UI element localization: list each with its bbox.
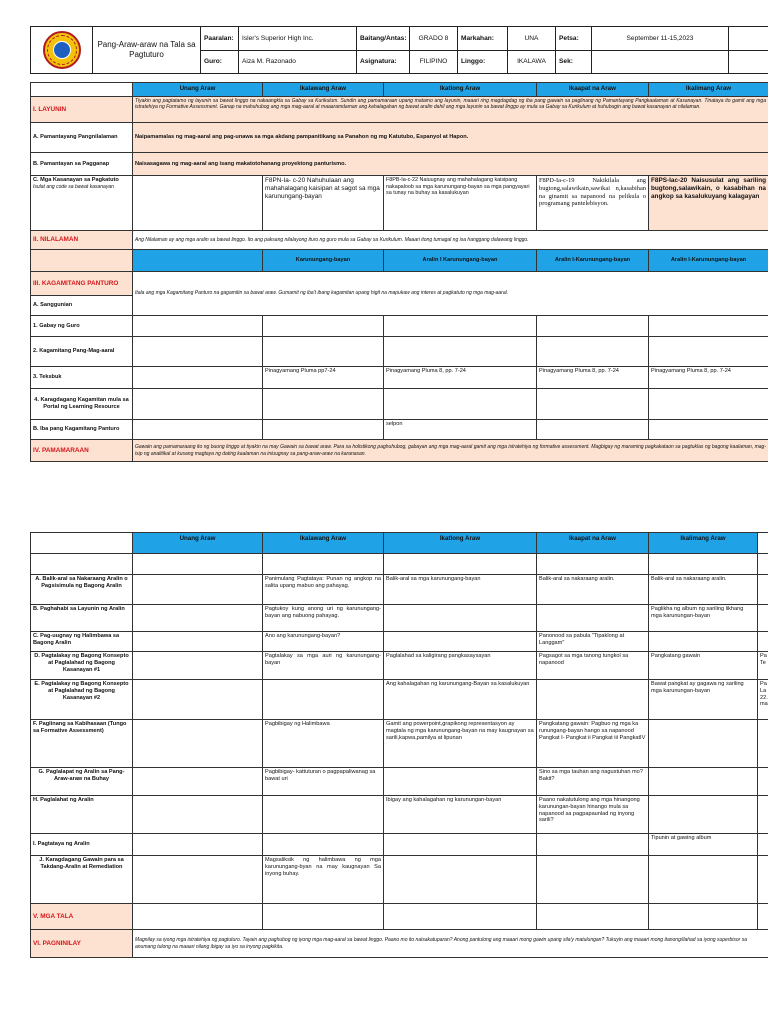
karagdagan-day-5: [649, 856, 758, 904]
pag-uugnay-label: C. Pag-uugnay ng Halimbawa sa Bagong Aralin: [31, 632, 133, 652]
day2-header-2: Ikalawang Araw: [263, 533, 384, 554]
karagdagan-day-4: [537, 856, 649, 904]
lr-day-5: [649, 389, 768, 420]
paglalahat-day-2: [263, 796, 384, 834]
teksbuk-day-4: Pinagyamang Pluma 8, pp. 7-24: [537, 367, 649, 389]
pma-day-3: [384, 337, 537, 367]
karagdagan-day-1: [133, 856, 263, 904]
day2-header-1: Unang Araw: [133, 533, 263, 554]
paglalahat-overflow: [758, 796, 768, 834]
kasanayan-day-5: F8PS-Iac-20 Naisusulat ang sariling bugtong,salawikain, o kasabihan na angkop sa kasalukuyang kalagayan: [649, 176, 768, 231]
pagtalakay-1-day-3: Paglalahad sa kaligirang pangkasaysayan: [384, 652, 537, 680]
linggo-label: Linggo:: [458, 50, 508, 74]
pagganap-text: Naisasagawa ng mag-aaral ang isang makatotohanang proyektong panturismo.: [133, 153, 768, 176]
karagdagan-day-2: Magsaliksik ng halimbawa ng mga karunungang-byan na may kaugnayan Sa inyong buhay.: [263, 856, 384, 904]
iba-pa-label: B. Iba pang Kagamitang Panturo: [31, 420, 133, 440]
day-header-1: Unang Araw: [133, 83, 263, 97]
spacer-3: [384, 554, 537, 575]
pagtataya-day-5: Tipunin at gawing album: [649, 834, 758, 856]
paglalapat-day-1: [133, 768, 263, 796]
gabay-day-3: [384, 316, 537, 337]
school-logo: [31, 27, 93, 74]
pamamaraan-text: Gawain ang pamamaraang ito ng buong linggo at tiyakin na may Gawain sa bawat araw. Para sa holistikong paghuhubog, gabayan ang mga mag-aaral gamit ang mga istratehiya ng formative assessment. Magbigay ng maraming pagkakataon sa pagtuklas ng bagong kaalaman, mag-isip ng analitikal at kusang magtaya ng dating kaalaman na iniuugnay sa pang-araw-araw na karanasan.: [133, 440, 768, 462]
tala-overflow: [758, 904, 768, 930]
tala-day-4: [537, 904, 649, 930]
gabay-label: 1. Gabay ng Guro: [31, 316, 133, 337]
header-extra-2: [729, 50, 768, 74]
balik-aral-label: A. Balik-aral sa Nakaraang Aralin o Pagsisimula ng Bagong Aralin: [31, 575, 133, 605]
markahan-label: Markahan:: [458, 27, 508, 51]
pma-day-5: [649, 337, 768, 367]
paglalahat-label: H. Paglalahat ng Aralin: [31, 796, 133, 834]
pamamaraan-heading: IV. PAMAMARAAN: [31, 440, 133, 462]
header-extra: [729, 27, 768, 51]
paghahabi-day-1: [133, 605, 263, 632]
lr-label: 4. Karagdagang Kagamitan mula sa Portal ng Learning Resource: [31, 389, 133, 420]
paglalapat-day-5: [649, 768, 758, 796]
balik-aral-day-5: Balik-aral sa nakaraang aralin.: [649, 575, 758, 605]
pag-uugnay-day-4: Panonood sa pabula "Tipaklong at Langgam": [537, 632, 649, 652]
nilalaman-heading: II. NILALAMAN: [31, 231, 133, 250]
pang-mag-aaral-label: 2. Kagamitang Pang-Mag-aaral: [31, 337, 133, 367]
pagtalakay-1-label: D. Pagtalakay ng Bagong Konsepto at Paglalahad ng Bagong Kasanayan #1: [31, 652, 133, 680]
gabay-day-2: [263, 316, 384, 337]
teksbuk-label: 3. Teksbuk: [31, 367, 133, 389]
tala-day-2: [263, 904, 384, 930]
layunin-heading: I. LAYUNIN: [31, 97, 133, 123]
paglinang-day-1: [133, 720, 263, 768]
pagtalakay-1-day-5: Pangkatang gawain: [649, 652, 758, 680]
pagtalakay-1-day-4: Pagsagot sa mga tanong tungkol sa napanood: [537, 652, 649, 680]
paglalahat-day-3: Ibigay ang kahalagahan ng karunungan-bayan: [384, 796, 537, 834]
paglalapat-day-3: [384, 768, 537, 796]
pma-day-1: [133, 337, 263, 367]
karagdagan-day-3: [384, 856, 537, 904]
paglinang-day-5: [649, 720, 758, 768]
dll-table-part1: [30, 82, 768, 462]
lr-day-1: [133, 389, 263, 420]
balik-aral-day-4: Balik-aral sa nakaraang aralin.: [537, 575, 649, 605]
gabay-day-1: [133, 316, 263, 337]
paghahabi-day-5: Paglikha ng album ng sariling likhang mga karunungan-bayan: [649, 605, 758, 632]
corner-cell-2: [31, 533, 133, 554]
school-seal-icon: [43, 31, 81, 69]
paghahabi-day-4: [537, 605, 649, 632]
spacer-4: [537, 554, 649, 575]
layunin-text: Tiyakin ang pagtatamo ng layunin sa bawat linggo na nakaangkla sa Gabay sa Kurikulum. Sundin ang pamamaraan upang matamo ang layunin, maaari ring magdagdag ng iba pang gawain sa paglinang ng Pamantayang Pangkaalaman at Kasanayan. Tinataya ito gamit ang mga istratehiya ng Formative Assessment. Ganap na mahuhubog ang mga mag-aaral at maaaramdaman ang kahalagahan ng bawat aralin dahil ang mga layunin sa bawat linggo ay mula sa Gabay sa Kurikulum at huhubugin ang bawat kasanayan at nilalaman.: [133, 97, 768, 123]
paghahabi-day-3: [384, 605, 537, 632]
day2-header-3: Ikatlong Araw: [384, 533, 537, 554]
pagninilay-heading: VI. PAGNINILAY: [31, 930, 133, 958]
kasanayan-day-3: F8PB-Ia-c-22 Naiuugnay ang mahahalagang kaisipang nakapaloob sa mga karunungang-bayan sa mga pangyayari sa tunay na buhay sa kasalukuyan: [384, 176, 537, 231]
pag-uugnay-day-3: [384, 632, 537, 652]
lr-day-4: [537, 389, 649, 420]
paglalahat-day-4: Paano nakatutulong ang mga hinangong karunungan-bayan hinango mula sa napanood sa pagpapaunlad ng inyong sarili?: [537, 796, 649, 834]
paghahabi-day-2: Pagtukoy kung anong uri ng karunungang-bayan ang nabuong pahayag.: [263, 605, 384, 632]
iba-pa-day-1: [133, 420, 263, 440]
tala-day-5: [649, 904, 758, 930]
pangnilalaman-text: Naipamamalas ng mag-aaral ang pag-unawa sa mga akdang pampanitikang sa Panahon ng mg Katutubo, Espanyol at Hapon.: [133, 123, 768, 153]
sek-label: Sek:: [556, 50, 592, 74]
dll-title: Pang-Araw-araw na Tala sa Pagtuturo: [93, 27, 201, 74]
paglalapat-day-4: Sino sa mga tauhan ang nagustuhan mo? Bakit?: [537, 768, 649, 796]
mga-tala-heading: V. MGA TALA: [31, 904, 133, 930]
pagtalakay-2-day-4: [537, 680, 649, 720]
teksbuk-day-1: [133, 367, 263, 389]
pagtalakay-2-overflow: Pa La 22. ma: [758, 680, 768, 720]
pagninilay-text: Magnilay sa iyong mga istratehiya ng pagtuturo. Tayain ang paghubog ng iyong mga mag-aaral sa bawat linggo. Paano mo ito naisakatuparan? Anong pantulong ang maaari mong gawin upang sila'y matulungan? Tukuyin ang maaari mong itanong/ilahad sa iyong superbisor sa anumang tulong na maaari nilang ibigay sa iyo sa inyong pagkikita.: [133, 930, 768, 958]
balik-aral-day-3: Balik-aral sa mga karunungang-bayan: [384, 575, 537, 605]
tala-day-1: [133, 904, 263, 930]
guro-label: Guro:: [201, 50, 239, 74]
sanggunian-label: A. Sanggunian: [31, 296, 133, 316]
karagdagan-label: J. Karagdagang Gawain para sa Takdang-Aralin at Remediation: [31, 856, 133, 904]
asignatura-label: Asignatura:: [357, 50, 410, 74]
pagtataya-day-1: [133, 834, 263, 856]
paglinang-overflow: [758, 720, 768, 768]
lr-day-3: [384, 389, 537, 420]
pagtataya-label: I. Pagtataya ng Aralin: [31, 834, 133, 856]
iba-pa-day-3: selpon: [384, 420, 537, 440]
balik-aral-overflow: [758, 575, 768, 605]
paghahabi-label: B. Paghahabi sa Layunin ng Aralin: [31, 605, 133, 632]
paglinang-label: F. Paglinang sa Kabihasaan (Tungo sa Formative Assessment): [31, 720, 133, 768]
guro-value: Aiza M. Razonado: [239, 50, 357, 74]
pagganap-label: B. Pamantayan sa Pagganap: [31, 153, 133, 176]
day-header-3: Ikatlong Araw: [384, 83, 537, 97]
iba-pa-day-2: [263, 420, 384, 440]
paglinang-day-3: Gamit ang powerpoint,grapikong representasyon ay magtala ng mga karunungang-bayan na may kaugnayan sa sarili,kapwa,pamilya at lipunan: [384, 720, 537, 768]
pagtalakay-2-day-2: [263, 680, 384, 720]
kasanayan-note: Isulat ang code sa bawat kasanayan: [33, 183, 114, 190]
overflow-col: [758, 533, 768, 554]
pagtataya-day-2: [263, 834, 384, 856]
paglalapat-day-2: Pagbibigay- kattuturan o pagpapaliwanag sa bawat uri: [263, 768, 384, 796]
nilalaman-day-3: Aralin I Karunungang-bayan: [384, 250, 537, 272]
spacer-1: [133, 554, 263, 575]
kagamitan-text: Itala ang mga Kagamitang Panturo na gagamitin sa bawat araw. Gumamit ng iba't ibang kagamitan upang higit na mapukaw ang interes at pagkatuto ng mga mag-aaral.: [133, 272, 768, 316]
baitang-label: Baitang/Antas:: [357, 27, 410, 51]
day2-header-5: Ikalimang Araw: [649, 533, 758, 554]
tala-day-3: [384, 904, 537, 930]
markahan-value: UNA: [508, 27, 556, 51]
balik-aral-day-1: [133, 575, 263, 605]
pag-uugnay-day-5: [649, 632, 758, 652]
pma-day-2: [263, 337, 384, 367]
nilalaman-text: Ang Nilalaman ay ang mga aralin sa bawat linggo. Ito ang paksang nilalayong ituro ng guro mula sa Gabay sa Kurikulum. Maaari itong tumagal ng isa hanggang dalawang linggo.: [133, 231, 768, 250]
pagtalakay-1-day-1: [133, 652, 263, 680]
baitang-value: GRADO 8: [410, 27, 458, 51]
teksbuk-day-2: Pinagyamang Pluma pp7-24: [263, 367, 384, 389]
lr-day-2: [263, 389, 384, 420]
gabay-day-5: [649, 316, 768, 337]
kasanayan-label: C. Mga Kasanayan sa Pagkatuto: [33, 177, 119, 183]
pagtalakay-1-day-2: Pagtalakay sa mga auri ng karunungang- bayan: [263, 652, 384, 680]
teksbuk-day-3: Pinagyamang Pluma 8, pp. 7-24: [384, 367, 537, 389]
pagtalakay-2-day-3: Ang kahalagahan ng karunungang-Bayan sa kasalukuyan: [384, 680, 537, 720]
petsa-value: September 11-15,2023: [592, 27, 729, 51]
paglalapat-overflow: [758, 768, 768, 796]
iba-pa-day-4: [537, 420, 649, 440]
balik-aral-day-2: Panimulang Pagtataya: Punan ng angkop na salita upang mabuo ang pahayag.: [263, 575, 384, 605]
nilalaman-day-2: Karunungang-bayan: [263, 250, 384, 272]
dll-table-part2: [30, 532, 768, 958]
paaralan-value: Isler's Superior High Inc.: [239, 27, 357, 51]
paglalahat-day-5: [649, 796, 758, 834]
pagtataya-overflow: [758, 834, 768, 856]
day-header-4: Ikaapat na Araw: [537, 83, 649, 97]
pma-day-4: [537, 337, 649, 367]
nilalaman-day-label: [31, 250, 133, 272]
gabay-day-4: [537, 316, 649, 337]
pag-uugnay-day-2: Ano ang karunungang-bayan?: [263, 632, 384, 652]
paghahabi-overflow: [758, 605, 768, 632]
spacer-5: [649, 554, 758, 575]
spacer-row: [31, 554, 133, 575]
karagdagan-overflow: [758, 856, 768, 904]
paglinang-day-4: Pangkatang gawain: Pagbuo ng mga ka runungang-bayan hango sa napanood Pangkat I- Pangkat ii Pangkat iii PangkatIV: [537, 720, 649, 768]
pagtalakay-2-label: E. Pagtalakay ng Bagong Konsepto at Paglalahad ng Bagong Kasanayan #2: [31, 680, 133, 720]
pag-uugnay-day-1: [133, 632, 263, 652]
nilalaman-day-1: [133, 250, 263, 272]
paglalahat-day-1: [133, 796, 263, 834]
kasanayan-day-4: F8PD-Ia-c-19 Nakikilala ang bugtong,salawikain,sawikai n,kasabihan na ginamit sa napanood na pelikula o programang pantelebisyon.: [537, 176, 649, 231]
pagtataya-day-3: [384, 834, 537, 856]
spacer-2: [263, 554, 384, 575]
day-header-2: Ikalawang Araw: [263, 83, 384, 97]
iba-pa-day-5: [649, 420, 768, 440]
teksbuk-day-5: Pinagyamang Pluma 8, pp. 7-24: [649, 367, 768, 389]
pangnilalaman-label: A. Pamantayang Pangnilalaman: [31, 123, 133, 153]
petsa-label: Petsa:: [556, 27, 592, 51]
kagamitan-heading: III. KAGAMITANG PANTURO: [31, 272, 133, 296]
paglalapat-label: G. Paglalapat ng Aralin sa Pang-Araw-araw na Buhay: [31, 768, 133, 796]
linggo-value: IKALAWA: [508, 50, 556, 74]
pagtataya-day-4: [537, 834, 649, 856]
paglinang-day-2: Pagbibigay ng Halimbawa: [263, 720, 384, 768]
dll-header: [30, 26, 768, 74]
nilalaman-day-4: Aralin I-Karunungang-bayan: [537, 250, 649, 272]
pagtalakay-2-day-1: [133, 680, 263, 720]
nilalaman-day-5: Aralin I-Karunungang-bayan: [649, 250, 768, 272]
spacer-6: [758, 554, 768, 575]
sek-value: [592, 50, 729, 74]
asignatura-value: FILIPINO: [410, 50, 458, 74]
day2-header-4: Ikaapat na Araw: [537, 533, 649, 554]
pagtalakay-1-overflow: Pa Te: [758, 652, 768, 680]
corner-cell: [31, 83, 133, 97]
pagtalakay-2-day-5: Bawat pangkat ay gagawa ng sariling mga karunungan-bayan: [649, 680, 758, 720]
kasanayan-day-2: F8PN-Ia- c-20 Nahuhulaan ang mahahalagang kaisipan at sagot sa mga karunungang-bayan: [263, 176, 384, 231]
pag-uugnay-overflow: [758, 632, 768, 652]
paaralan-label: Paaralan:: [201, 27, 239, 51]
kasanayan-day-1: [133, 176, 263, 231]
day-header-5: Ikalimang Araw: [649, 83, 768, 97]
kasanayan-cell: [31, 176, 133, 231]
